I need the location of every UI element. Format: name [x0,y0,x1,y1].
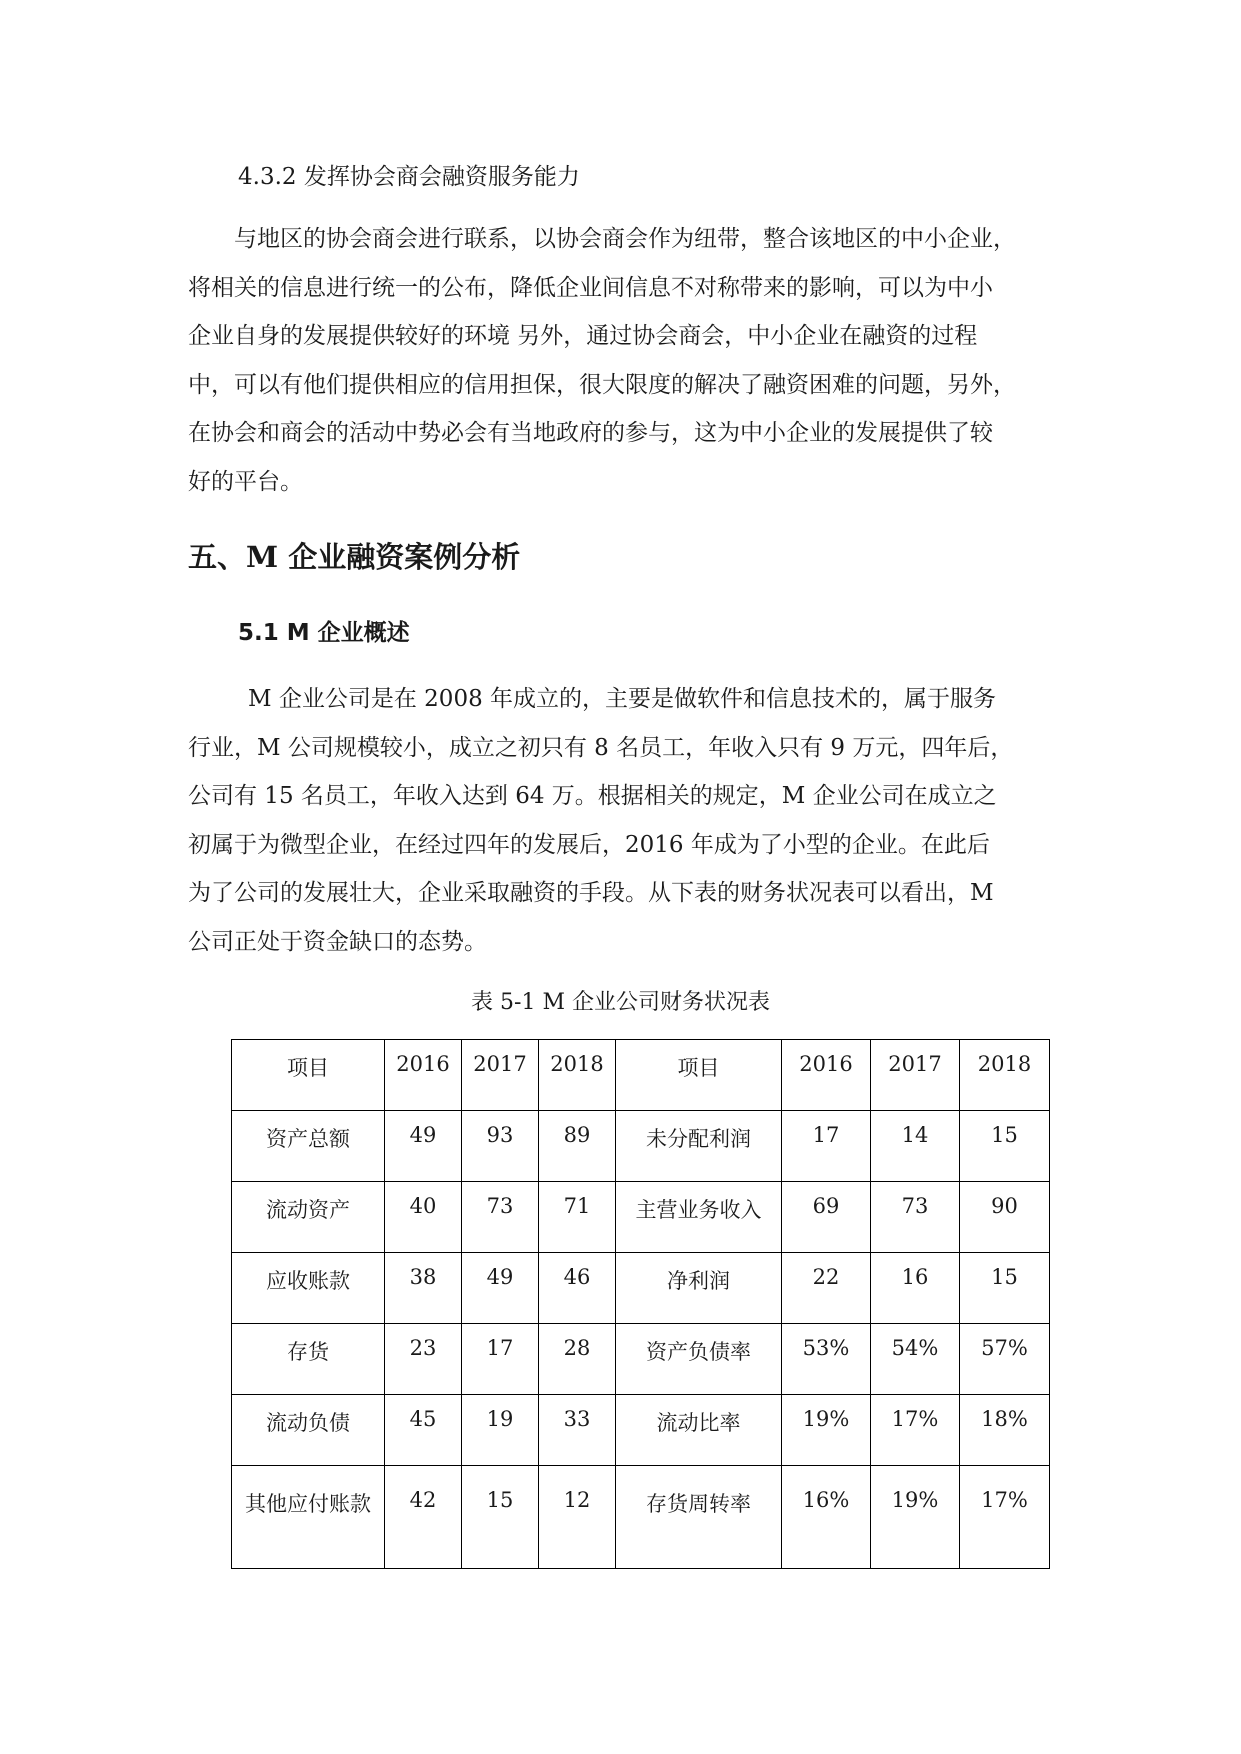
table-cell: 40 [385,1182,462,1253]
section-4-3-2-heading: 4.3.2 发挥协会商会融资服务能力 [238,164,580,190]
table-cell: 57% [960,1324,1050,1395]
paragraph-line: 为了公司的发展壮大，企业采取融资的手段。从下表的财务状况表可以看出，M [188,880,994,906]
table-caption: 表 5-1 M 企业公司财务状况表 [471,990,770,1015]
table-cell: 71 [539,1182,616,1253]
table-row [232,1111,1050,1182]
table-header-cell: 项目 [616,1040,782,1111]
table-cell: 90 [960,1182,1050,1253]
table-header-cell: 2018 [960,1040,1050,1111]
chapter-5-heading: 五、M 企业融资案例分析 [188,540,521,574]
table-cell: 17% [871,1395,960,1466]
table-cell: 其他应付账款 [232,1466,385,1569]
section-5-1-paragraph [188,675,1046,966]
table-cell: 19 [462,1395,539,1466]
table-cell: 净利润 [616,1253,782,1324]
paragraph-line: 好的平台。 [188,468,303,495]
table-cell: 19% [782,1395,871,1466]
table-cell: 存货周转率 [616,1466,782,1569]
table-cell: 19% [871,1466,960,1569]
table-cell: 28 [539,1324,616,1395]
table-cell: 49 [385,1111,462,1182]
table-cell: 38 [385,1253,462,1324]
table-cell: 69 [782,1182,871,1253]
table-cell: 14 [871,1111,960,1182]
table-cell: 主营业务收入 [616,1182,782,1253]
table-cell: 17 [462,1324,539,1395]
table-cell: 15 [960,1253,1050,1324]
paragraph-line: 初属于为微型企业，在经过四年的发展后，2016 年成为了小型的企业。在此后 [188,831,990,858]
paragraph-line: 中，可以有他们提供相应的信用担保，很大限度的解决了融资困难的问题，另外， [188,371,1016,398]
table-cell: 45 [385,1395,462,1466]
section-4-3-2-paragraph [188,215,1046,506]
table-cell: 89 [539,1111,616,1182]
table-cell: 49 [462,1253,539,1324]
paragraph-line: 将相关的信息进行统一的公布，降低企业间信息不对称带来的影响，可以为中小 [188,274,993,301]
table-header-row [232,1040,1050,1111]
table-cell: 流动负债 [232,1395,385,1466]
table-cell: 73 [871,1182,960,1253]
table-cell: 42 [385,1466,462,1569]
table-row [232,1182,1050,1253]
financial-status-table [231,1039,1050,1569]
table-header-cell: 2017 [462,1040,539,1111]
table-header-cell: 2018 [539,1040,616,1111]
table-header-cell: 项目 [232,1040,385,1111]
table-cell: 23 [385,1324,462,1395]
table-cell: 53% [782,1324,871,1395]
paragraph-line: 公司有 15 名员工，年收入达到 64 万。根据相关的规定，M 企业公司在成立之 [188,783,997,809]
table-cell: 12 [539,1466,616,1569]
paragraph-line: 企业自身的发展提供较好的环境 另外，通过协会商会，中小企业在融资的过程 [188,323,978,349]
table-cell: 22 [782,1253,871,1324]
table-cell: 17% [960,1466,1050,1569]
table-cell: 73 [462,1182,539,1253]
table-cell: 流动比率 [616,1395,782,1466]
table-cell: 16 [871,1253,960,1324]
table-cell: 15 [960,1111,1050,1182]
table-header-cell: 2016 [385,1040,462,1111]
table-header-cell: 2017 [871,1040,960,1111]
table-cell: 54% [871,1324,960,1395]
table-cell: 93 [462,1111,539,1182]
section-5-1-heading: 5.1 M 企业概述 [238,620,410,646]
table-row [232,1466,1050,1569]
table-cell: 应收账款 [232,1253,385,1324]
paragraph-line: 在协会和商会的活动中势必会有当地政府的参与，这为中小企业的发展提供了较 [188,420,993,446]
table-cell: 资产负债率 [616,1324,782,1395]
table-row [232,1395,1050,1466]
table-cell: 资产总额 [232,1111,385,1182]
paragraph-line: 与地区的协会商会进行联系，以协会商会作为纽带，整合该地区的中小企业， [234,226,1016,252]
table-cell: 33 [539,1395,616,1466]
table-cell: 存货 [232,1324,385,1395]
table-header-cell: 2016 [782,1040,871,1111]
table-cell: 未分配利润 [616,1111,782,1182]
table-row [232,1324,1050,1395]
paragraph-line: M 企业公司是在 2008 年成立的，主要是做软件和信息技术的，属于服务 [248,686,997,712]
paragraph-line: 公司正处于资金缺口的态势。 [188,928,487,955]
paragraph-line: 行业，M 公司规模较小，成立之初只有 8 名员工，年收入只有 9 万元，四年后， [188,734,1014,761]
table-cell: 17 [782,1111,871,1182]
table-cell: 18% [960,1395,1050,1466]
table-row [232,1253,1050,1324]
table-cell: 15 [462,1466,539,1569]
table-cell: 16% [782,1466,871,1569]
table-cell: 46 [539,1253,616,1324]
table-cell: 流动资产 [232,1182,385,1253]
